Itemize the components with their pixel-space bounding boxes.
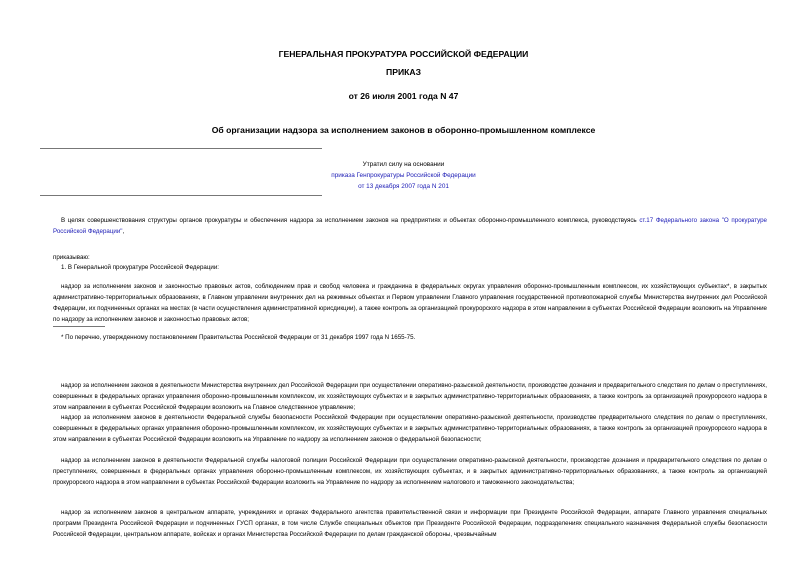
organization-heading: ГЕНЕРАЛЬНАЯ ПРОКУРАТУРА РОССИЙСКОЙ ФЕДЕРАЦИИ	[278, 49, 529, 59]
paragraph-c: надзор за исполнением законов в деятельности Федеральной службы безопасности Российской Федерации при осуществлении оперативно-разыскной деятельности, производстве предварительного следствия по делам о преступлениях, совершенных в федеральных органах управления оборонно-промышленным комплексом, их хозяйствующих субъектах и в закрытых административно-территориальных образованиях, а также контроль за организацией прокурорского надзора в этом направлении в субъектах Российской Федерации возложить на Управление по надзору за исполнением законов о федеральной безопасности;	[53, 414, 767, 443]
paragraph-e: надзор за исполнением законов в центральном аппарате, учреждениях и органах Федерального агентства правительственной связи и информации при Президенте Российской Федерации, аппарате Главного управления специальных программ Президента Российской Федерации и подчиненных ГУСП органах, в том числе Службе специальных объектов при Президенте Российской Федерации, подразделениях специального назначения Федеральной службы безопасности Российской Федерации, центральном аппарате, войсках и органах Министерства Российской Федерации по делам гражданской обороны, чрезвычайным	[53, 509, 767, 538]
document-type-heading: ПРИКАЗ	[386, 67, 421, 77]
document-title: Об организации надзора за исполнением законов в оборонно-промышленном комплексе	[211, 125, 596, 135]
annotation-bottom-rule	[40, 195, 322, 196]
repeal-order-link[interactable]: приказа Генпрокуратуры Российской Федерации	[331, 172, 476, 179]
intro-paragraph	[53, 215, 767, 237]
intro-text: В целях совершенствования структуры органов прокуратуры и обеспечения надзора за исполнением законов на предприятиях и объектах оборонно-промышленного комплекса, руководствуясь	[61, 217, 640, 224]
annotation-line1: Утратил силу на основании	[362, 161, 445, 168]
annotation-top-rule	[40, 148, 322, 149]
order-word: приказываю:	[53, 254, 90, 261]
date-number-heading: от 26 июля 2001 года N 47	[348, 91, 459, 101]
footnote: * По перечню, утвержденному постановлением Правительства Российской Федерации от 31 декабря 1997 года N 1655-75.	[61, 334, 416, 341]
paragraph-a: надзор за исполнением законов и законностью правовых актов, соблюдением прав и свобод человека и гражданина в федеральных округах управления оборонно-промышленным комплексом, их хозяйствующих субъектах*, в закрытых административно-территориальных образованиях, в Главном управлении внутренних дел на режимных объектах и Первом управлении Главного управления государственной противопожарной службы Министерства внутренних дел Российской Федерации, их подчиненных органах на местах (в части осуществления административной юрисдикции), а также контроль за организацией прокурорского надзора в этом направлении в субъектах Российской Федерации возложить на Управление по надзору за исполнением законов и законностью правовых актов;	[53, 283, 767, 323]
item-1: 1. В Генеральной прокуратуре Российской Федерации:	[61, 264, 220, 271]
footnote-rule	[53, 326, 105, 327]
paragraph-d: надзор за исполнением законов в деятельности Федеральной службы налоговой полиции Российской Федерации при осуществлении оперативно-разыскной деятельности, производстве дознания и предварительного следствия по делам о преступлениях, совершенных в федеральных органах управления оборонно-промышленным комплексом, их хозяйствующих субъектах, и в закрытых административно-территориальных образованиях, а также контроль за организацией прокурорского надзора в этом направлении в субъектах Российской Федерации возложить на Управление по надзору за исполнением налогового и таможенного законодательства;	[53, 457, 767, 486]
law-article-link[interactable]: ст.17 Федерального закона "О прокуратуре Российской Федерации"	[53, 217, 767, 235]
paragraph-b: надзор за исполнением законов в деятельности Министерства внутренних дел Российской Федерации при осуществлении оперативно-разыскной деятельности, производстве дознания и предварительного следствия по делам о преступлениях, совершенных в федеральных органах управления оборонно-промышленным комплексом, их хозяйствующих субъектах и в закрытых административно-территориальных образованиях, а также контроль за организацией прокурорского надзора в этом направлении в субъектах Российской Федерации возложить на Главное следственное управление;	[53, 382, 767, 411]
intro-end: ,	[122, 228, 125, 235]
repeal-order-date-link[interactable]: от 13 декабря 2007 года N 201	[358, 183, 449, 190]
